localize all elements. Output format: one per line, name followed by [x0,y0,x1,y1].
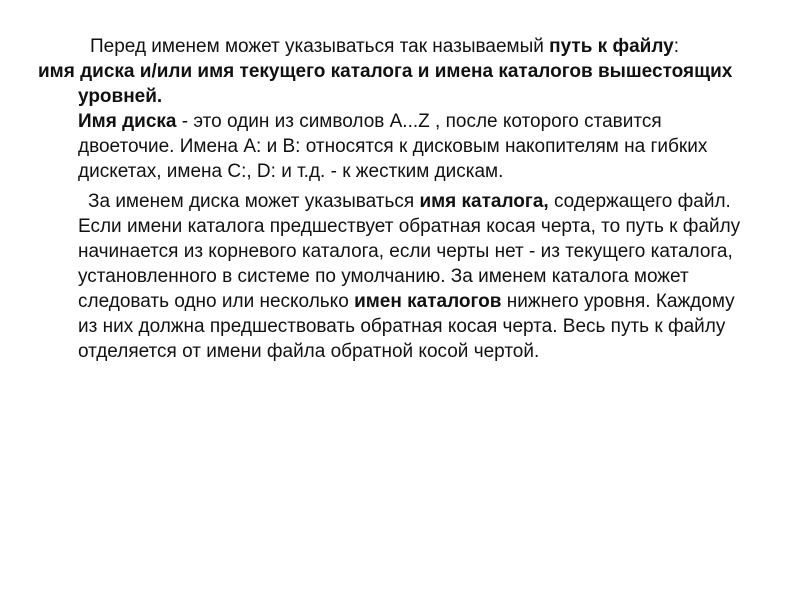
slide-text [38,34,758,364]
subdirectories-term: имен каталогов [354,291,502,312]
directory-text-3: нижнего уровня. Каждому из них должна предшествовать обратная косая черта. Весь путь к файлу отделяется от имени файла обратной косой чертой. [78,291,735,362]
path-intro-colon: : [673,36,680,57]
paragraph-path-intro [38,34,758,59]
path-intro-text: Перед именем может указываться так называемый [90,36,550,57]
paragraph-directory [38,189,758,364]
path-term: путь к файлу [549,36,674,57]
directory-term: имя каталога, [419,191,549,212]
directory-text-1: За именем диска может указываться [88,191,420,212]
drive-description: - это один из символов A...Z , после которого ставится двоеточие. Имена A: и B: относятся к дисковым накопителям на гибких дискетах, имена С:, D: и т.д. - к жестким дискам. [78,111,708,182]
drive-term: Имя диска [78,111,177,132]
directory-text-2: содержащего файл. Если имени каталога предшествует обратная косая черта, то путь к файлу начинается из корневого каталога, если черты нет - из текущего каталога, установленного в системе по умолчанию. За именем каталога может следовать одно или несколько [78,191,741,312]
paragraph-drive [38,59,758,184]
path-definition: имя диска и/или имя текущего каталога и имена каталогов вышестоящих уровней. [38,61,733,107]
